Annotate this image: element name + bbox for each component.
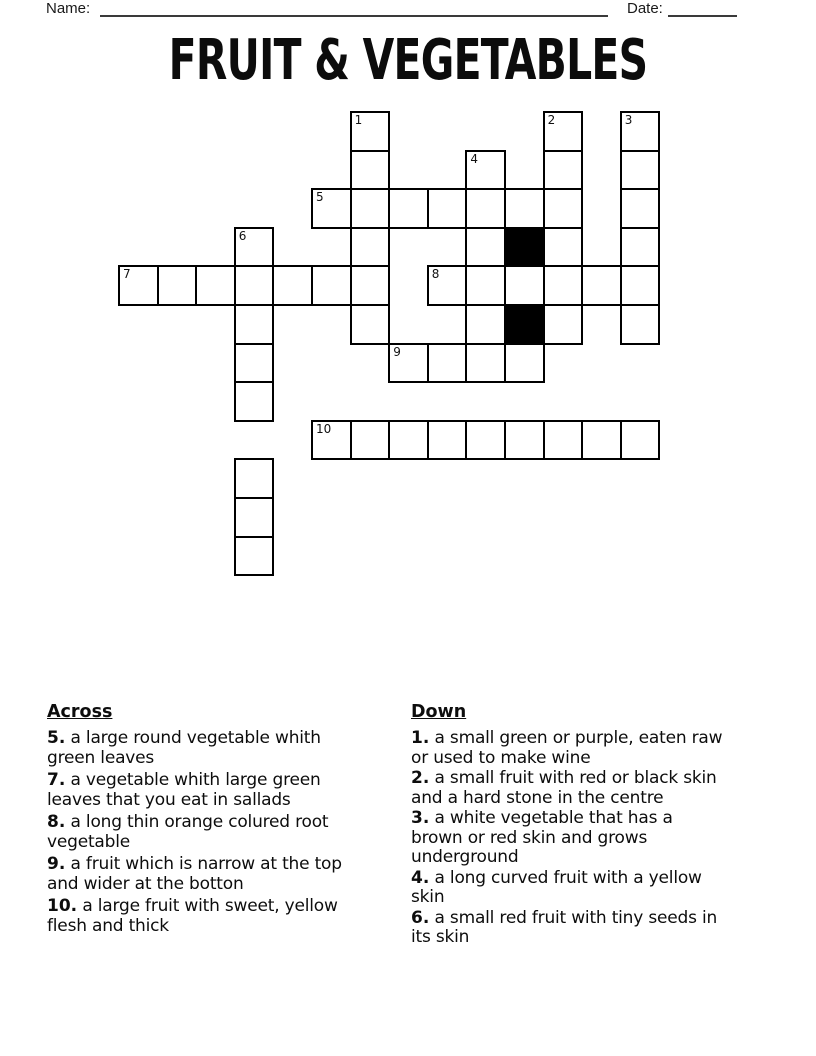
name-label: Name:	[46, 0, 91, 17]
grid-cell-r6-c9[interactable]	[465, 343, 506, 384]
grid-cell-r8-c11[interactable]	[543, 420, 584, 461]
grid-cell-r2-c13[interactable]	[620, 188, 661, 229]
clue-across-9: 9. a fruit which is narrow at the top and wider at the botton	[47, 854, 342, 894]
grid-cell-r8-c13[interactable]	[620, 420, 661, 461]
grid-cell-r4-c4[interactable]	[272, 265, 313, 306]
page-title: FRUIT & VEGETABLES	[168, 28, 648, 93]
across-clues-list	[47, 729, 409, 936]
clue-number: 9.	[47, 854, 66, 874]
grid-cell-r6-c10[interactable]	[504, 343, 545, 384]
down-clues-section	[411, 702, 809, 949]
grid-cell-r6-c3[interactable]	[234, 343, 275, 384]
grid-cell-r4-c12[interactable]	[581, 265, 622, 306]
cell-number-10: 10	[316, 421, 332, 436]
grid-cell-r4-c2[interactable]	[195, 265, 236, 306]
grid-cell-r6-c7[interactable]	[388, 343, 429, 384]
across-clues-section	[47, 702, 409, 939]
grid-cell-r8-c9[interactable]	[465, 420, 506, 461]
cell-number-2: 2	[547, 113, 556, 127]
grid-cell-r2-c5[interactable]	[311, 188, 352, 229]
grid-blocked-cell-r5-c10	[504, 304, 545, 345]
grid-cell-r2-c9[interactable]	[465, 188, 506, 229]
clue-across-5: 5. a large round vegetable whith green leaves	[47, 728, 321, 768]
grid-cell-r5-c3[interactable]	[234, 304, 275, 345]
date-label: Date:	[627, 0, 663, 17]
cell-number-9: 9	[393, 344, 401, 359]
grid-cell-r6-c8[interactable]	[427, 343, 468, 384]
grid-cell-r0-c6[interactable]	[350, 111, 391, 152]
down-clues-list	[411, 729, 809, 948]
cell-number-3: 3	[624, 113, 633, 127]
cell-number-5: 5	[316, 190, 324, 205]
clue-across-7: 7. a vegetable whith large green leaves that you eat in sallads	[47, 770, 321, 810]
across-heading: Across	[47, 702, 113, 722]
clue-down-6: 6. a small red fruit with tiny seeds in its skin	[411, 907, 718, 947]
grid-cell-r4-c3[interactable]	[234, 265, 275, 306]
grid-cell-r3-c13[interactable]	[620, 227, 661, 268]
down-heading: Down	[411, 702, 467, 722]
cell-number-4: 4	[470, 151, 479, 166]
clue-down-3: 3. a white vegetable that has a brown or red skin and grows underground	[411, 808, 673, 867]
clue-number: 6.	[411, 907, 430, 928]
clue-number: 7.	[47, 770, 66, 790]
grid-cell-r9-c3[interactable]	[234, 458, 275, 499]
grid-cell-r4-c5[interactable]	[311, 265, 352, 306]
grid-cell-r4-c6[interactable]	[350, 265, 391, 306]
clue-number: 5.	[47, 728, 66, 748]
grid-cell-r8-c5[interactable]	[311, 420, 352, 461]
grid-cell-r4-c0[interactable]	[118, 265, 159, 306]
cell-number-7: 7	[123, 267, 131, 282]
clue-down-4: 4. a long curved fruit with a yellow skin	[411, 867, 702, 907]
grid-cell-r3-c9[interactable]	[465, 227, 506, 268]
grid-blocked-cell-r3-c10	[504, 227, 545, 268]
grid-cell-r1-c13[interactable]	[620, 150, 661, 191]
clue-across-10: 10. a large fruit with sweet, yellow flesh and thick	[47, 896, 338, 936]
grid-cell-r2-c10[interactable]	[504, 188, 545, 229]
grid-cell-r4-c1[interactable]	[157, 265, 198, 306]
clue-number: 2.	[411, 768, 430, 788]
grid-cell-r4-c8[interactable]	[427, 265, 468, 306]
grid-cell-r4-c13[interactable]	[620, 265, 661, 306]
grid-cell-r10-c3[interactable]	[234, 497, 275, 538]
grid-cell-r2-c8[interactable]	[427, 188, 468, 229]
grid-cell-r4-c10[interactable]	[504, 265, 545, 306]
grid-cell-r2-c7[interactable]	[388, 188, 429, 229]
grid-cell-r3-c6[interactable]	[350, 227, 391, 268]
grid-cell-r2-c6[interactable]	[350, 188, 391, 229]
grid-cell-r5-c11[interactable]	[543, 304, 584, 345]
grid-cell-r0-c11[interactable]	[543, 111, 584, 152]
grid-cell-r3-c3[interactable]	[234, 227, 275, 268]
clue-across-8: 8. a long thin orange colured root vegetable	[47, 812, 329, 852]
clue-number: 4.	[411, 867, 430, 888]
grid-cell-r8-c12[interactable]	[581, 420, 622, 461]
grid-cell-r8-c8[interactable]	[427, 420, 468, 461]
grid-cell-r5-c13[interactable]	[620, 304, 661, 345]
clue-down-1: 1. a small green or purple, eaten raw or used to make wine	[411, 728, 723, 768]
clue-number: 3.	[411, 808, 430, 828]
clue-number: 1.	[411, 728, 430, 748]
clue-number: 10.	[47, 896, 78, 916]
grid-cell-r11-c3[interactable]	[234, 536, 275, 577]
grid-cell-r0-c13[interactable]	[620, 111, 661, 152]
grid-cell-r3-c11[interactable]	[543, 227, 584, 268]
cell-number-6: 6	[238, 228, 247, 243]
clue-number: 8.	[47, 812, 66, 832]
grid-cell-r4-c11[interactable]	[543, 265, 584, 306]
grid-cell-r5-c6[interactable]	[350, 304, 391, 345]
cell-number-8: 8	[431, 267, 440, 282]
grid-cell-r2-c11[interactable]	[543, 188, 584, 229]
clue-down-2: 2. a small fruit with red or black skin and a hard stone in the centre	[411, 768, 717, 808]
grid-cell-r4-c9[interactable]	[465, 265, 506, 306]
grid-cell-r8-c7[interactable]	[388, 420, 429, 461]
grid-cell-r8-c6[interactable]	[350, 420, 391, 461]
grid-cell-r5-c9[interactable]	[465, 304, 506, 345]
grid-cell-r8-c10[interactable]	[504, 420, 545, 461]
grid-cell-r1-c9[interactable]	[465, 150, 506, 191]
cell-number-1: 1	[354, 113, 363, 127]
grid-cell-r1-c11[interactable]	[543, 150, 584, 191]
grid-cell-r1-c6[interactable]	[350, 150, 391, 191]
grid-cell-r7-c3[interactable]	[234, 381, 275, 422]
